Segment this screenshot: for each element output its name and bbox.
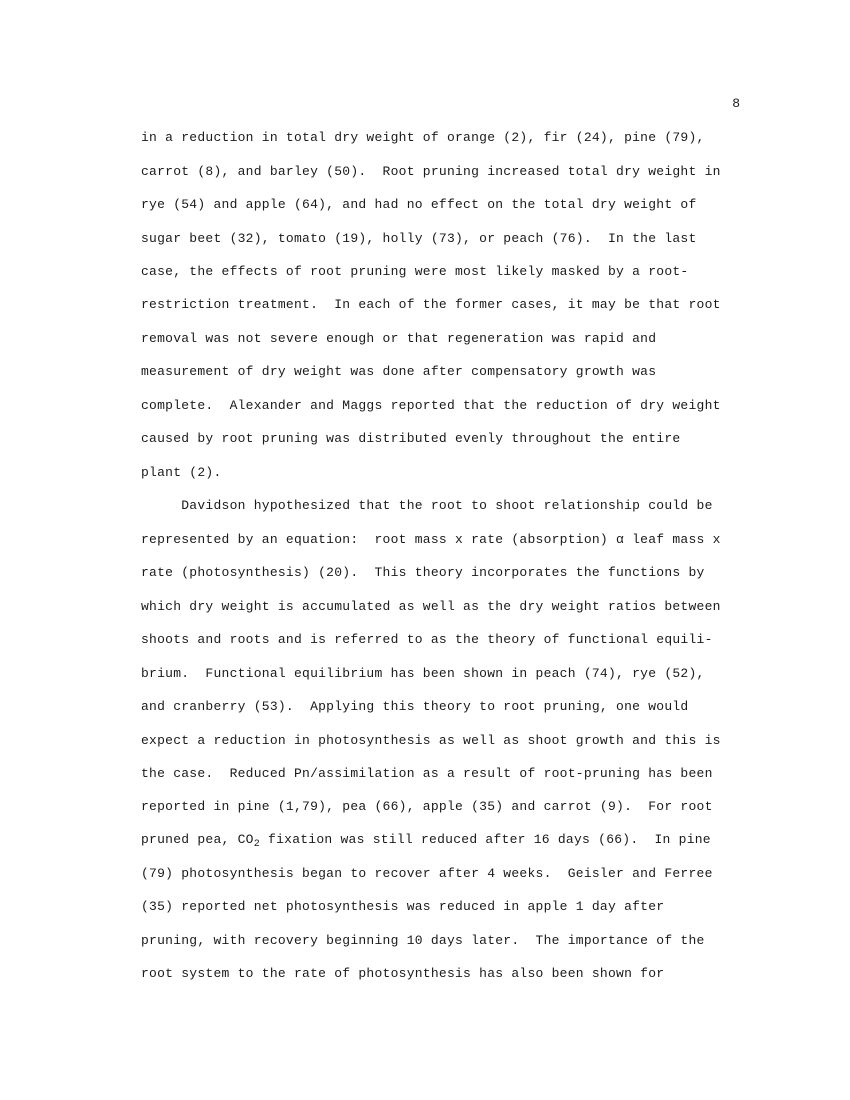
text-line: the case. Reduced Pn/assimilation as a result of root-pruning has been bbox=[141, 766, 713, 781]
text-line: expect a reduction in photosynthesis as well as shoot growth and this is bbox=[141, 733, 721, 748]
text-line: case, the effects of root pruning were most likely masked by a root- bbox=[141, 264, 689, 279]
text-line: rate (photosynthesis) (20). This theory incorporates the functions by bbox=[141, 565, 705, 580]
text-line: brium. Functional equilibrium has been shown in peach (74), rye (52), bbox=[141, 666, 705, 681]
text-line: and cranberry (53). Applying this theory to root pruning, one would bbox=[141, 699, 689, 714]
text-line: which dry weight is accumulated as well as the dry weight ratios between bbox=[141, 599, 721, 614]
co2-text-before: pruned pea, CO bbox=[141, 832, 254, 847]
text-line: complete. Alexander and Maggs reported that the reduction of dry weight bbox=[141, 398, 721, 413]
text-line: measurement of dry weight was done after compensatory growth was bbox=[141, 364, 657, 379]
text-line: pruning, with recovery beginning 10 days later. The importance of the bbox=[141, 933, 705, 948]
text-line: reported in pine (1,79), pea (66), apple (35) and carrot (9). For root bbox=[141, 799, 713, 814]
text-line: in a reduction in total dry weight of orange (2), fir (24), pine (79), bbox=[141, 130, 705, 145]
text-line-co2 bbox=[141, 832, 711, 850]
text-line: caused by root pruning was distributed evenly throughout the entire bbox=[141, 431, 681, 446]
text-line: root system to the rate of photosynthesis has also been shown for bbox=[141, 966, 665, 981]
text-line: removal was not severe enough or that regeneration was rapid and bbox=[141, 331, 657, 346]
text-line: Davidson hypothesized that the root to shoot relationship could be bbox=[141, 498, 713, 513]
text-line: shoots and roots and is referred to as the theory of functional equili- bbox=[141, 632, 713, 647]
text-line: (35) reported net photosynthesis was reduced in apple 1 day after bbox=[141, 899, 665, 914]
text-line: rye (54) and apple (64), and had no effect on the total dry weight of bbox=[141, 197, 697, 212]
text-line: sugar beet (32), tomato (19), holly (73), or peach (76). In the last bbox=[141, 231, 697, 246]
text-line: carrot (8), and barley (50). Root pruning increased total dry weight in bbox=[141, 164, 721, 179]
text-line: represented by an equation: root mass x rate (absorption) α leaf mass x bbox=[141, 532, 721, 547]
page-number: 8 bbox=[732, 96, 740, 111]
text-line: (79) photosynthesis began to recover after 4 weeks. Geisler and Ferree bbox=[141, 866, 713, 881]
text-line: restriction treatment. In each of the former cases, it may be that root bbox=[141, 297, 721, 312]
text-line: plant (2). bbox=[141, 465, 222, 480]
co2-subscript: 2 bbox=[253, 839, 260, 850]
co2-text-after: fixation was still reduced after 16 days (66). In pine bbox=[259, 832, 711, 847]
